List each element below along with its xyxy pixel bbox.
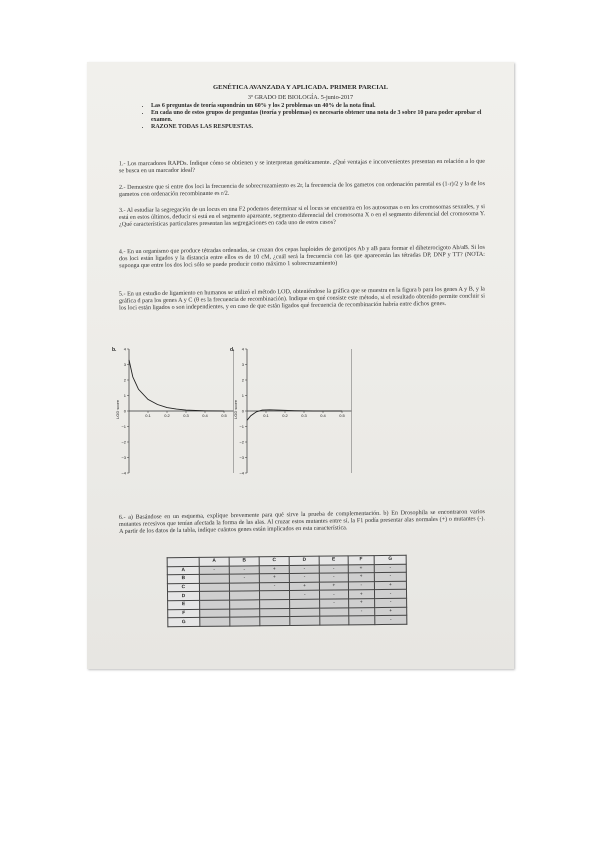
y-tick-label: 4: [241, 346, 244, 352]
table-column-header: [167, 557, 199, 566]
x-tick-label: 0.4: [320, 413, 326, 418]
x-tick-label: 0.2: [282, 413, 288, 418]
table-cell: -: [289, 573, 319, 582]
y-tick-label: −1: [121, 424, 126, 429]
table-cell: [200, 609, 230, 618]
table-cell: [230, 608, 260, 617]
table-column-header: D: [289, 556, 319, 565]
table-cell: -: [348, 581, 375, 590]
table-cell: +: [320, 582, 348, 591]
table-cell: -: [289, 565, 319, 574]
table-cell: [320, 616, 348, 625]
y-tick-label: 2: [123, 377, 126, 383]
table-column-header: C: [259, 556, 289, 565]
table-cell: -: [229, 565, 259, 574]
y-axis-label: LOD score: [115, 399, 120, 419]
table-row-header: B: [167, 575, 199, 584]
table-row-header: C: [167, 583, 199, 592]
table-column-header: E: [319, 556, 347, 565]
table-row-header: E: [168, 600, 200, 609]
y-tick-label: −4: [239, 470, 244, 476]
y-tick-label: −4: [121, 470, 126, 476]
table-cell: +: [348, 599, 375, 608]
y-tick-label: −2: [121, 439, 126, 445]
x-tick-label: 0.4: [202, 413, 208, 418]
table-cell: [320, 608, 348, 617]
table-row-header: G: [168, 618, 200, 627]
x-tick-label: 0.2: [164, 413, 170, 418]
x-tick-label: 0.1: [145, 413, 151, 418]
table-column-header: G: [374, 555, 406, 564]
table-cell: -: [290, 591, 320, 600]
table-row-header: A: [167, 566, 199, 575]
table-cell: -: [319, 564, 347, 573]
table-cell: [229, 591, 259, 600]
table-cell: [260, 591, 290, 600]
question-5: 5.- En un estudio de ligamiento en humanos se utilizó el método LOD, obteniéndose la gráfica que se muestra en la figura b para los genes A y B, y la gráfica d para los genes A y C (θ es la frecuencia de recombinación). Indique en qué consiste este método, si el resultado obtenido permite concluir si los loci están ligados o son independientes, y en caso de que están ligados qué frecuencia de recombinación habría entre dichos genes.: [118, 286, 486, 313]
table-cell: [199, 592, 229, 601]
table-cell: [290, 599, 320, 608]
y-axis-label: LOD score: [233, 399, 238, 419]
x-tick-label: 0.5: [339, 413, 345, 418]
table-cell: [230, 617, 260, 626]
table-cell: +: [348, 564, 375, 573]
exam-subtitle: 3º GRADO DE BIOLOGÍA. 5-junio-2017: [247, 94, 354, 101]
y-tick-label: 1: [123, 393, 126, 398]
table-cell: +: [348, 573, 375, 582]
y-tick-label: −2: [239, 439, 244, 445]
table-row-header: D: [168, 592, 200, 601]
y-tick-label: 1: [241, 393, 244, 398]
table-cell: -: [229, 574, 259, 583]
y-tick-label: 2: [241, 377, 244, 383]
table-cell: [290, 616, 320, 625]
table-cell: +: [374, 581, 406, 590]
table-column-header: B: [229, 557, 259, 566]
table-column-header: A: [199, 557, 229, 566]
table-cell: -: [374, 572, 406, 581]
table-cell: [290, 608, 320, 617]
x-tick-label: 0.3: [183, 413, 189, 418]
question-3: 3.- Al estudiar la segregación de un locus en una F2 podemos determinar si el locus se encuentra en los autosomas o en los cromosomas sexuales, y si está en estos últimos, deducir si está en el segmento apareante, segmento diferencial del cromosoma X o en el segmento diferencial del cromosoma Y. ¿Qué características particulares presentan las segregaciones en cada uno de estos casos?: [118, 204, 486, 229]
rule-item: • RAZONE TODAS LAS RESPUESTAS.: [151, 124, 491, 131]
table-cell: +: [348, 590, 375, 599]
x-tick-label: 0.1: [263, 413, 269, 418]
exam-title: GENÉTICA AVANZADA Y APLICADA. PRIMER PARCIAL: [213, 84, 388, 91]
rule-item: • En cada uno de estos grupos de preguntas (teoría y problemas) es necesario obtener una nota de 3 sobre 10 para poder aprobar el examen.: [151, 110, 491, 124]
exam-rules-list: [141, 103, 491, 131]
table-cell: +: [259, 565, 289, 574]
table-cell: [348, 616, 375, 625]
y-tick-label: 3: [241, 362, 244, 367]
table-cell: -: [320, 590, 348, 599]
rule-item: • Las 6 preguntas de teoría supondrán un 60% y los 2 problemas un 40% de la nota final.: [151, 103, 491, 110]
x-tick-label: 0.3: [301, 413, 307, 418]
table-cell: -: [348, 607, 375, 616]
table-cell: [229, 583, 259, 592]
y-tick-label: 4: [123, 346, 126, 352]
table-cell: -: [375, 616, 407, 625]
lod-curve: [247, 410, 342, 421]
table-cell: +: [290, 582, 320, 591]
table-cell: [199, 574, 229, 583]
table-cell: [230, 600, 260, 609]
table-cell: [200, 617, 230, 626]
y-tick-label: 0: [123, 408, 126, 414]
table-cell: -: [375, 590, 407, 599]
table-cell: -: [375, 598, 407, 607]
table-cell: +: [375, 607, 407, 616]
table-cell: [199, 583, 229, 592]
table-cell: [260, 617, 290, 626]
question-4: 4.- En un organismo que produce tétradas ordenadas, se cruzan dos cepas haploides de genotipos Ab y aB para formar el diheterocigoto Ab/aB. Si los dos loci están ligados y la distancia entre ellos es de 10 cM, ¿cuál será la frecuencia con las que aparecerán las tétradas DP, DNP y TT? (NOTA: suponga que entre los dos loci sólo se puede producir como máximo 1 sobrecruzamiento): [118, 244, 486, 270]
y-tick-label: 3: [123, 362, 126, 367]
table-cell: -: [320, 599, 348, 608]
y-tick-label: −3: [121, 455, 126, 460]
table-cell: [260, 608, 290, 617]
table-cell: [199, 600, 229, 609]
table-cell: +: [259, 574, 289, 583]
table-cell: [260, 600, 290, 609]
table-cell: -: [374, 564, 406, 573]
lod-plot-d: [227, 338, 357, 488]
y-tick-label: 0: [241, 408, 244, 414]
table-column-header: F: [348, 556, 375, 565]
lod-curve: [129, 360, 224, 411]
question-2: 2.- Demuestre que si entre dos loci la frecuencia de sobrecruzamiento es 2r, la frecuencia de los gametos con ordenación parental es (1-r)/2 y la de los gametos con ordenación recombinante es r/2.: [118, 181, 485, 199]
question-6: 6.- a) Basándose en un esquema, explique brevemente para qué sirve la prueba de complementación. b) En Drosophila se encontraron varios mutantes recesivos que tenían afectada la forma de las alas. Al cruzar estos mutantes entre sí, la F1 podía presentar alas normales (+) o mutantes (-). A partir de los datos de la tabla, indique cuántos genes están implicados en esta característica.: [118, 509, 486, 536]
plot-label: b.: [112, 347, 117, 353]
table-cell: -: [320, 573, 348, 582]
question-1: 1.- Los marcadores RAPDs. Indique cómo se obtienen y se interpretan genéticamente. ¿Qué ventajas e inconvenientes presentan en relación a lo que se busca en un marcador ideal?: [118, 158, 485, 175]
complementation-table-wrap: [167, 555, 408, 628]
complementation-table: [167, 555, 408, 628]
table-cell: -: [199, 566, 229, 575]
plot-label: d.: [230, 347, 235, 353]
table-cell: -: [259, 582, 289, 591]
y-tick-label: −1: [239, 424, 244, 429]
y-tick-label: −3: [239, 455, 244, 460]
table-row: [168, 616, 407, 627]
exam-sheet: [87, 62, 514, 669]
lod-plot-b: [109, 338, 239, 488]
x-tick-label: 0.5: [221, 413, 227, 418]
table-row-header: F: [168, 609, 200, 618]
